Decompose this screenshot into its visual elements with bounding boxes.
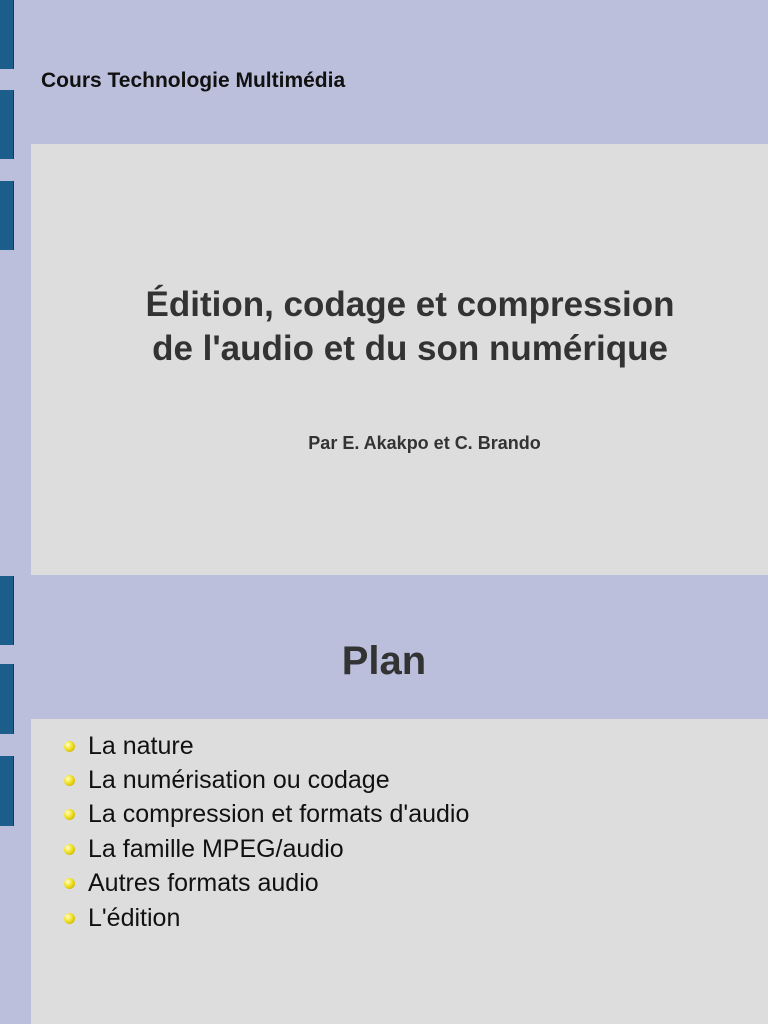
plan-item — [64, 832, 469, 866]
title-line-1: Édition, codage et compression — [145, 285, 675, 324]
plan-list — [64, 729, 469, 935]
plan-item-label: La numérisation ou codage — [88, 766, 390, 795]
bullet-icon — [64, 809, 75, 820]
plan-item — [64, 729, 469, 763]
plan-item-label: La nature — [88, 731, 194, 760]
plan-item — [64, 798, 469, 832]
bullet-icon — [64, 878, 75, 889]
bullet-icon — [64, 775, 75, 786]
slide-tab-decoration — [0, 756, 14, 826]
slide-tab-decoration — [0, 181, 14, 250]
plan-item-label: La famille MPEG/audio — [88, 834, 344, 863]
authors-subtitle: Par E. Akakpo et C. Brando — [308, 433, 541, 453]
slide-tab-decoration — [0, 90, 14, 159]
plan-item — [64, 901, 469, 935]
slide-plan — [0, 576, 768, 1024]
plan-heading: Plan — [341, 639, 427, 683]
course-label: Cours Technologie Multimédia — [41, 69, 346, 92]
slide-tab-decoration — [0, 0, 14, 69]
bullet-icon — [64, 741, 75, 752]
slide-tab-decoration — [0, 576, 14, 645]
plan-item-label: L'édition — [88, 903, 181, 932]
plan-item-label: Autres formats audio — [88, 869, 319, 898]
presentation-title — [60, 283, 760, 371]
bullet-icon — [64, 844, 75, 855]
plan-item-label: La compression et formats d'audio — [88, 800, 470, 829]
bullet-icon — [64, 913, 75, 924]
plan-item — [64, 763, 469, 797]
title-line-2: de l'audio et du son numérique — [152, 329, 668, 368]
plan-item — [64, 867, 469, 901]
